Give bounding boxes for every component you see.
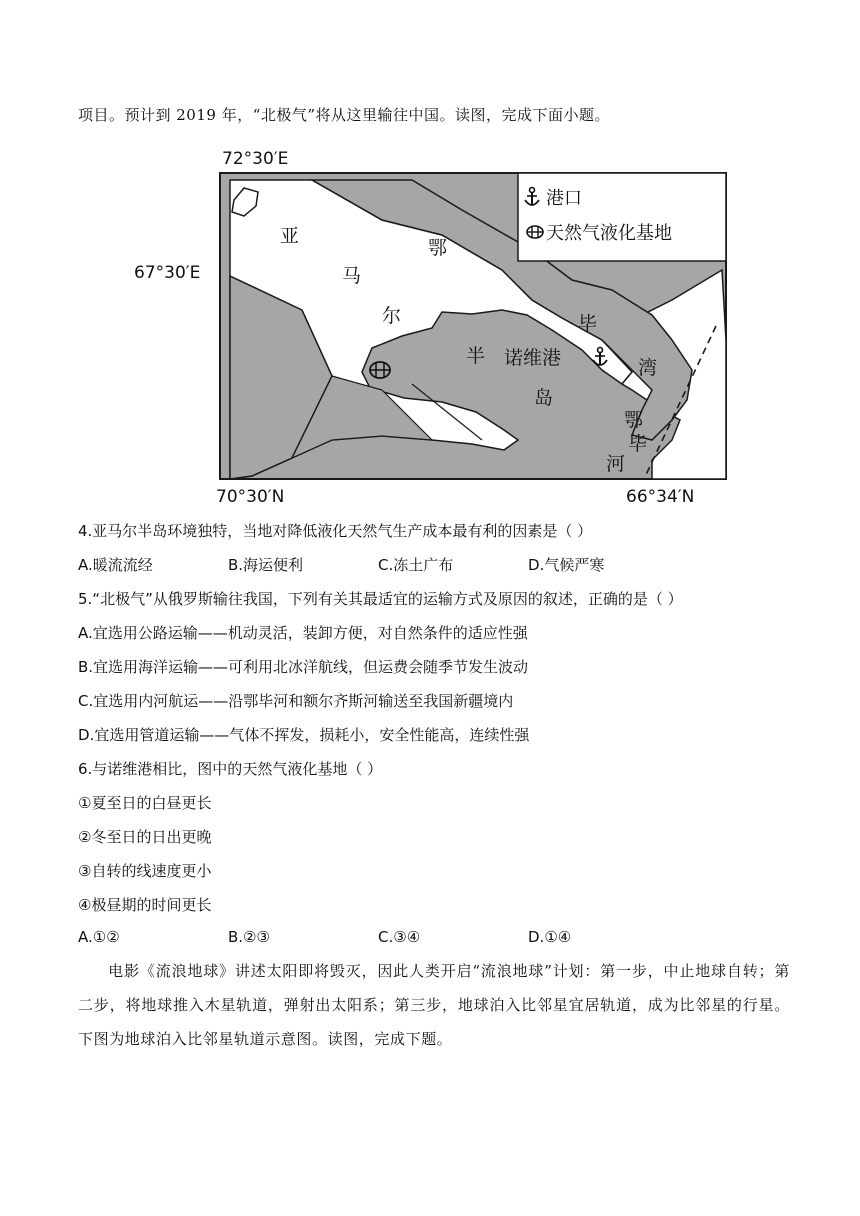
yamal-peninsula-map (132, 140, 732, 510)
legend-port-label: 港口 (546, 188, 582, 209)
label-dao: 岛 (534, 387, 554, 409)
closing-paragraph-text: 电影《流浪地球》讲述太阳即将毁灭，因此人类开启“流浪地球”计划：第一步，中止地球自转；第二步，将地球推入木星轨道，弹射出太阳系；第三步，地球泊入比邻星宜居轨道，成为比邻星的行星。下图为地球泊入比邻星轨道示意图。读图，完成下题。 (78, 962, 790, 1048)
q6-item-2: ②冬至日的日出更晚 (78, 828, 212, 846)
q4-option-d[interactable]: D.气候严寒 (528, 556, 605, 574)
label-e2: 鄂 (624, 409, 644, 431)
lat-bottom-left-label: 70°30′N (216, 487, 285, 507)
label-port-name: 诺维港 (504, 347, 562, 369)
label-bi1: 毕 (578, 313, 598, 335)
map-svg (132, 140, 732, 510)
q5-stem: 5.“北极气”从俄罗斯输往我国，下列有关其最适宜的运输方式及原因的叙述，正确的是（ ） (78, 590, 683, 608)
label-er: 尔 (382, 305, 402, 327)
q6-stem: 6.与诺维港相比，图中的天然气液化基地（ ） (78, 760, 383, 778)
q6-item-1: ①夏至日的白昼更长 (78, 794, 212, 812)
q6-option-d[interactable]: D.①④ (528, 928, 572, 946)
label-he: 河 (606, 453, 626, 475)
q5-option-c[interactable]: C.宜选用内河航运——沿鄂毕河和额尔齐斯河输送至我国新疆境内 (78, 692, 514, 710)
q5-option-a[interactable]: A.宜选用公路运输——机动灵活，装卸方便，对自然条件的适应性强 (78, 624, 528, 642)
q6-option-b[interactable]: B.②③ (228, 928, 270, 946)
legend-box (518, 173, 726, 261)
label-ma: 马 (342, 265, 362, 287)
label-wan: 湾 (638, 357, 658, 379)
label-ya: 亚 (280, 225, 300, 247)
q6-option-c[interactable]: C.③④ (378, 928, 421, 946)
label-e1: 鄂 (428, 237, 448, 259)
legend-lng-label: 天然气液化基地 (546, 223, 672, 244)
q4-option-c[interactable]: C.冻土广布 (378, 556, 454, 574)
q6-option-a[interactable]: A.①② (78, 928, 120, 946)
lat-bottom-right-label: 66°34′N (626, 487, 695, 507)
q4-option-a[interactable]: A.暖流流经 (78, 556, 153, 574)
lon-top-label: 72°30′E (222, 149, 289, 169)
q4-stem: 4.亚马尔半岛环境独特，当地对降低液化天然气生产成本最有利的因素是（ ） (78, 522, 593, 540)
q5-option-d[interactable]: D.宜选用管道运输——气体不挥发，损耗小，安全性能高，连续性强 (78, 726, 530, 744)
label-ban: 半 (466, 345, 486, 367)
lon-left-label: 67°30′E (134, 263, 201, 283)
intro-line: 项目。预计到 2019 年，“北极气”将从这里输往中国。读图，完成下面小题。 (78, 106, 611, 124)
q4-option-b[interactable]: B.海运便利 (228, 556, 304, 574)
q6-item-4: ④极昼期的时间更长 (78, 896, 212, 914)
q6-item-3: ③自转的线速度更小 (78, 862, 212, 880)
q5-option-b[interactable]: B.宜选用海洋运输——可利用北冰洋航线，但运费会随季节发生波动 (78, 658, 529, 676)
label-bi2: 毕 (628, 433, 648, 455)
closing-paragraph (78, 954, 790, 1056)
